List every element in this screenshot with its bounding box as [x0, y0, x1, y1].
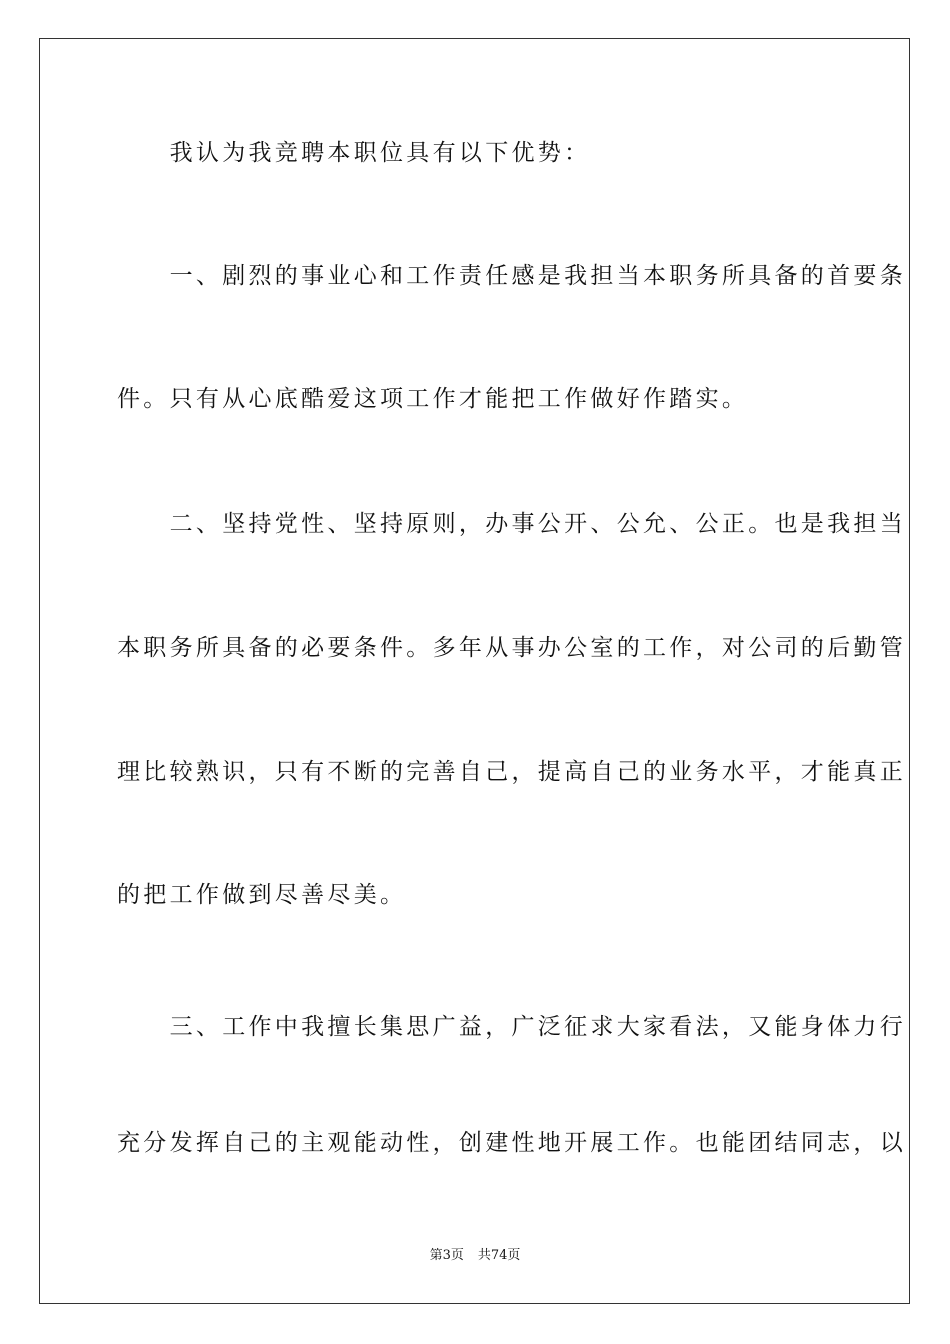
page-border [39, 38, 910, 1304]
paragraph-line: 的把工作做到尽善尽美。 [117, 882, 407, 908]
page-footer [0, 1247, 950, 1265]
page-number: 第3页 [429, 1248, 464, 1263]
paragraph-line: 理比较熟识，只有不断的完善自己，提高自己的业务水平，才能真正 [117, 759, 906, 785]
page-total: 共74页 [477, 1248, 521, 1263]
paragraph-line: 三、工作中我擅长集思广益，广泛征求大家看法，又能身体力行 [117, 1014, 906, 1040]
paragraph-line: 我认为我竞聘本职位具有以下优势： [117, 140, 591, 166]
paragraph-line: 件。只有从心底酷爱这项工作才能把工作做好作踏实。 [117, 386, 749, 412]
paragraph-line: 一、剧烈的事业心和工作责任感是我担当本职务所具备的首要条 [117, 263, 906, 289]
paragraph-line: 二、坚持党性、坚持原则，办事公开、公允、公正。也是我担当 [117, 511, 906, 537]
paragraph-line: 本职务所具备的必要条件。多年从事办公室的工作，对公司的后勤管 [117, 635, 906, 661]
paragraph-line: 充分发挥自己的主观能动性，创建性地开展工作。也能团结同志，以 [117, 1130, 906, 1156]
